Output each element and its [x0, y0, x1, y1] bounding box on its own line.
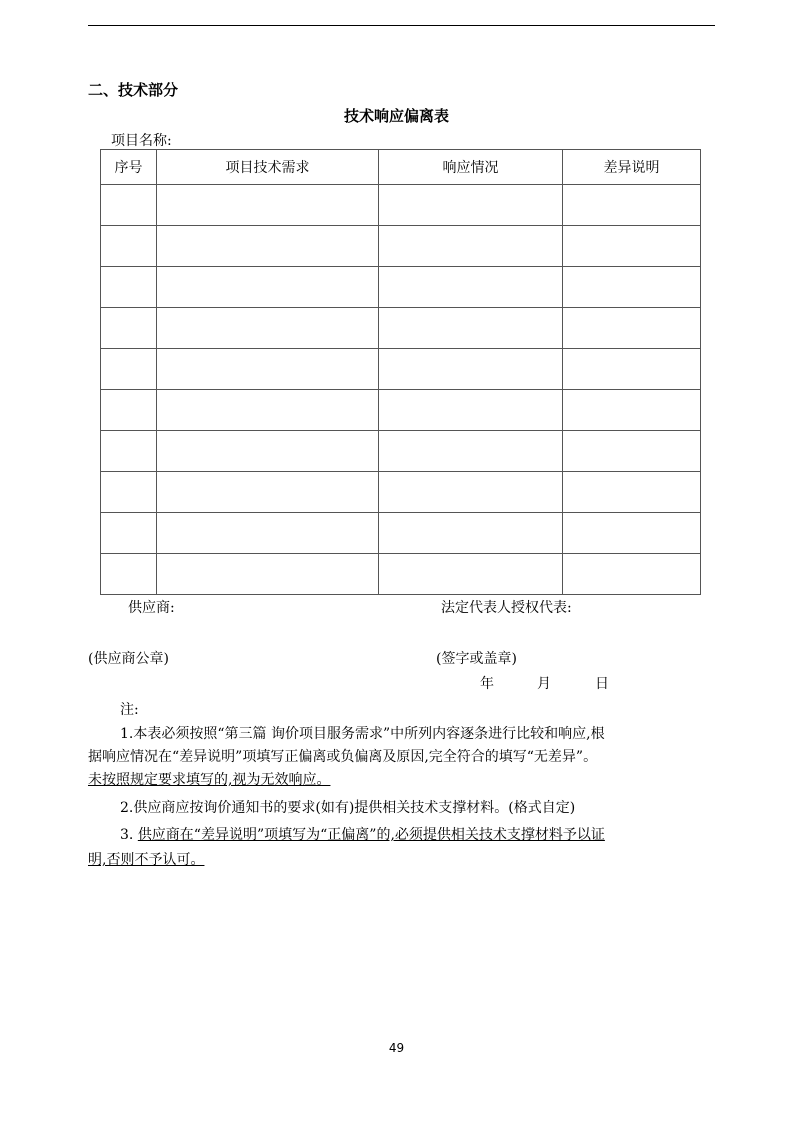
table-row — [101, 431, 701, 472]
day-label: 日 — [595, 676, 609, 692]
table-row — [101, 349, 701, 390]
table-cell[interactable] — [101, 390, 157, 431]
table-cell[interactable] — [101, 431, 157, 472]
form-title: 技术响应偏离表 — [343, 107, 449, 125]
table-cell[interactable] — [157, 554, 379, 595]
table-cell[interactable] — [101, 349, 157, 390]
supplier-label: 供应商: — [128, 600, 175, 616]
table-row — [101, 185, 701, 226]
table-cell[interactable] — [379, 226, 563, 267]
table-cell[interactable] — [101, 472, 157, 513]
table-cell[interactable] — [379, 390, 563, 431]
table-cell[interactable] — [563, 185, 701, 226]
table-cell[interactable] — [157, 431, 379, 472]
table-cell[interactable] — [157, 308, 379, 349]
note-3-line-2 — [88, 850, 716, 870]
table-cell[interactable] — [563, 554, 701, 595]
table-cell[interactable] — [157, 185, 379, 226]
table-cell[interactable] — [157, 472, 379, 513]
month-label: 月 — [537, 676, 551, 692]
note-1-line-3 — [88, 770, 716, 790]
sign-or-seal-label: (签字或盖章) — [436, 651, 517, 667]
header-tech-requirement: 项目技术需求 — [157, 150, 379, 185]
table-cell[interactable] — [563, 349, 701, 390]
deviation-table — [100, 149, 701, 595]
table-cell[interactable] — [101, 226, 157, 267]
table-row — [101, 513, 701, 554]
note-3-underlined-1: 供应商在“差异说明”项填写为“正偏离”的,必须提供相关技术支撑材料予以证 — [137, 827, 605, 843]
header-rule — [88, 25, 715, 26]
table-cell[interactable] — [101, 513, 157, 554]
table-cell[interactable] — [379, 554, 563, 595]
note-2: 2.供应商应按询价通知书的要求(如有)提供相关技术支撑材料。(格式自定) — [120, 800, 576, 816]
table-cell[interactable] — [157, 390, 379, 431]
header-difference: 差异说明 — [563, 150, 701, 185]
note-3-underlined-2: 明,否则不予认可。 — [88, 852, 205, 868]
legal-rep-label: 法定代表人授权代表: — [441, 600, 572, 616]
note-1-line-1: 1.本表必须按照“第三篇 询价项目服务需求”中所列内容逐条进行比较和响应,根 — [120, 726, 605, 742]
table-cell[interactable] — [563, 226, 701, 267]
table-cell[interactable] — [379, 513, 563, 554]
table-cell[interactable] — [563, 431, 701, 472]
table-cell[interactable] — [101, 267, 157, 308]
table-row — [101, 554, 701, 595]
table-row — [101, 267, 701, 308]
page-number: 49 — [388, 1041, 405, 1055]
section-heading: 二、技术部分 — [88, 81, 179, 99]
table-row — [101, 308, 701, 349]
table-cell[interactable] — [563, 472, 701, 513]
table-cell[interactable] — [101, 554, 157, 595]
header-response: 响应情况 — [379, 150, 563, 185]
table-cell[interactable] — [101, 308, 157, 349]
table-cell[interactable] — [379, 308, 563, 349]
table-row — [101, 226, 701, 267]
table-row — [101, 472, 701, 513]
table-cell[interactable] — [379, 472, 563, 513]
table-cell[interactable] — [563, 390, 701, 431]
year-label: 年 — [480, 676, 494, 692]
header-serial-no: 序号 — [101, 150, 157, 185]
table-cell[interactable] — [157, 267, 379, 308]
notes-label: 注: — [120, 702, 139, 718]
table-cell[interactable] — [563, 308, 701, 349]
supplier-seal-label: (供应商公章) — [88, 651, 169, 667]
table-cell[interactable] — [101, 185, 157, 226]
note-3-line-1 — [88, 825, 716, 845]
note-1-underlined: 未按照规定要求填写的,视为无效响应。 — [88, 772, 331, 788]
table-cell[interactable] — [379, 349, 563, 390]
table-cell[interactable] — [563, 513, 701, 554]
table-cell[interactable] — [157, 349, 379, 390]
note-3-prefix: 3. — [120, 827, 138, 843]
table-row — [101, 390, 701, 431]
project-name-label: 项目名称: — [111, 133, 172, 149]
table-header-row — [101, 150, 701, 185]
table-body — [101, 185, 701, 595]
table-cell[interactable] — [379, 185, 563, 226]
table-cell[interactable] — [563, 267, 701, 308]
table-cell[interactable] — [157, 513, 379, 554]
table-cell[interactable] — [157, 226, 379, 267]
note-1-line-2: 据响应情况在“差异说明”项填写正偏离或负偏离及原因,完全符合的填写“无差异”。 — [88, 749, 598, 765]
table-cell[interactable] — [379, 267, 563, 308]
table-cell[interactable] — [379, 431, 563, 472]
